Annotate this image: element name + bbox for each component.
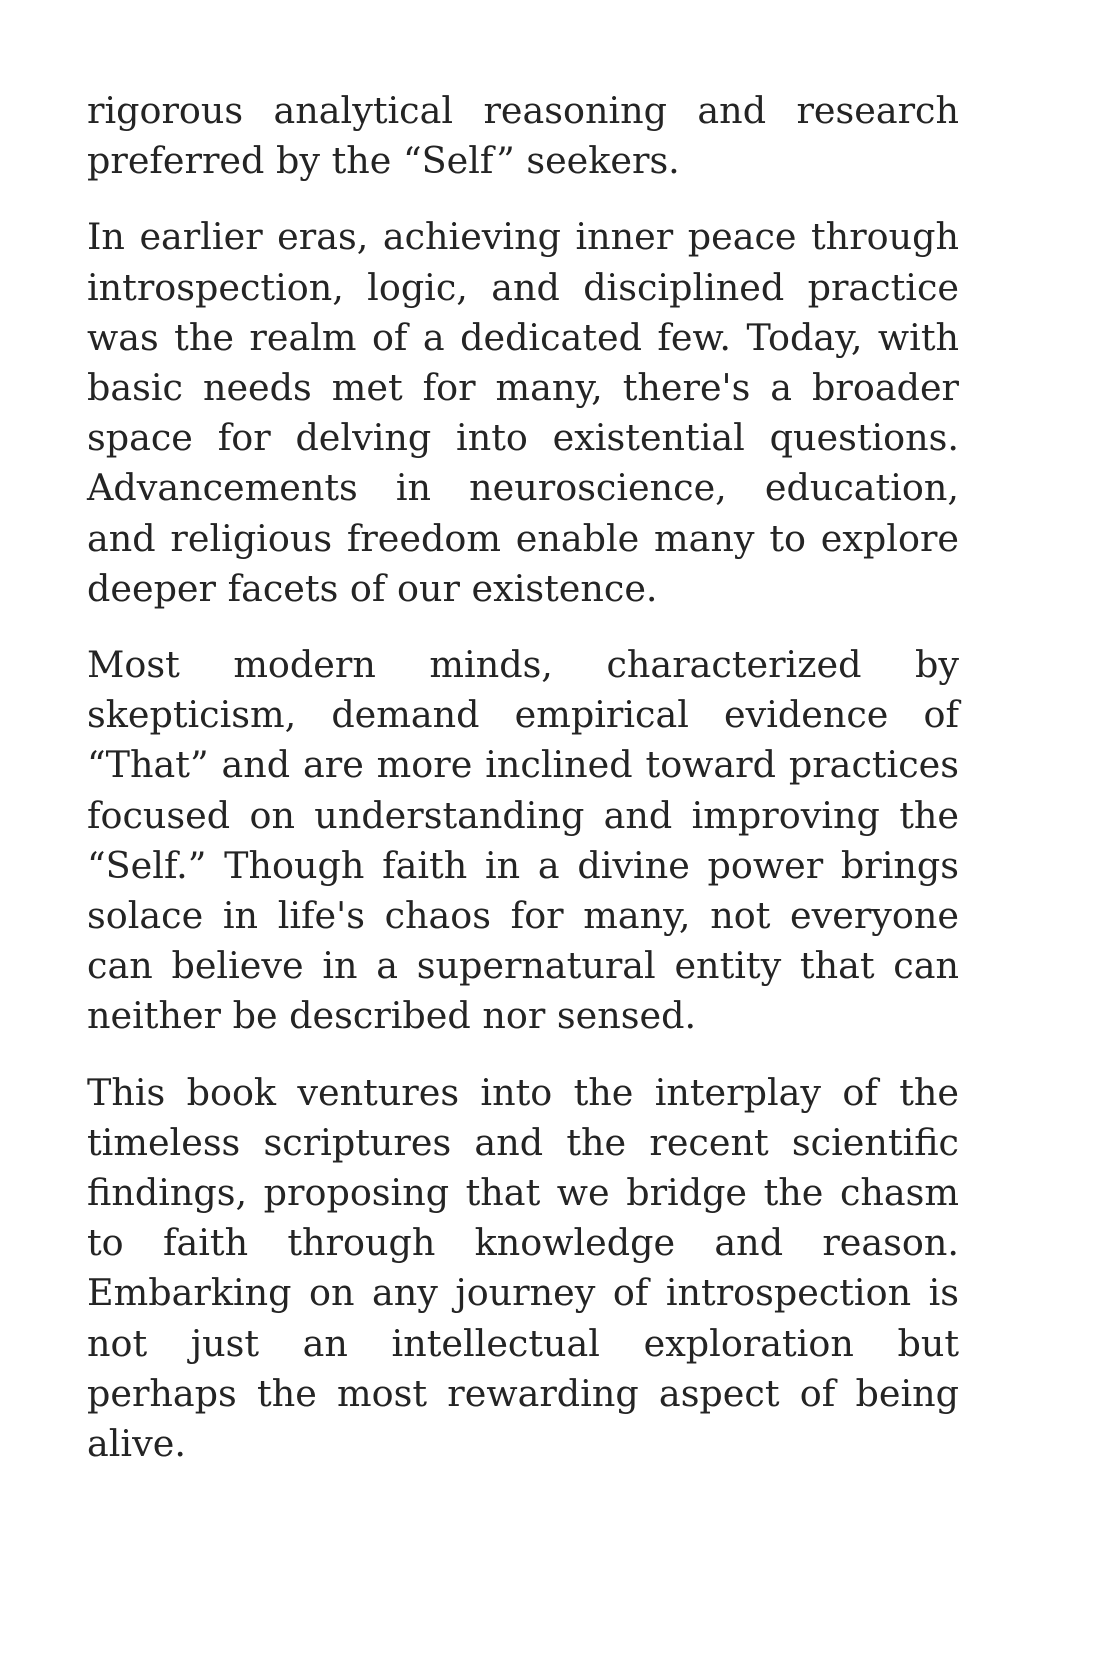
paragraph-modern-minds: Most modern minds, characterized by skepticism, demand empirical evidence of “That” and are more inclined toward practices focused on understanding and improving the “Self.” Though faith in a divine power brings solace in life's chaos for many, not everyone can believe in a supernatural entity that can neither be described nor sensed. [87,643,959,1038]
paragraph-this-book: This book ventures into the interplay of the timeless scriptures and the recent scientific findings, proposing that we bridge the chasm to faith through knowledge and reason. Embarking on any journey of introspection is not just an intellectual exploration but perhaps the most rewarding aspect of being alive. [87,1070,959,1466]
paragraph-continuation: rigorous analytical reasoning and research preferred by the “Self” seekers. [87,89,959,183]
paragraph-earlier-eras: In earlier eras, achieving inner peace through introspection, logic, and disciplined practice was the realm of a dedicated few. Today, with basic needs met for many, there's a broader space for delving into existential questions. Advancements in neuroscience, education, and religious freedom enable many to explore deeper facets of our existence. [87,215,959,610]
book-page [87,86,959,1469]
